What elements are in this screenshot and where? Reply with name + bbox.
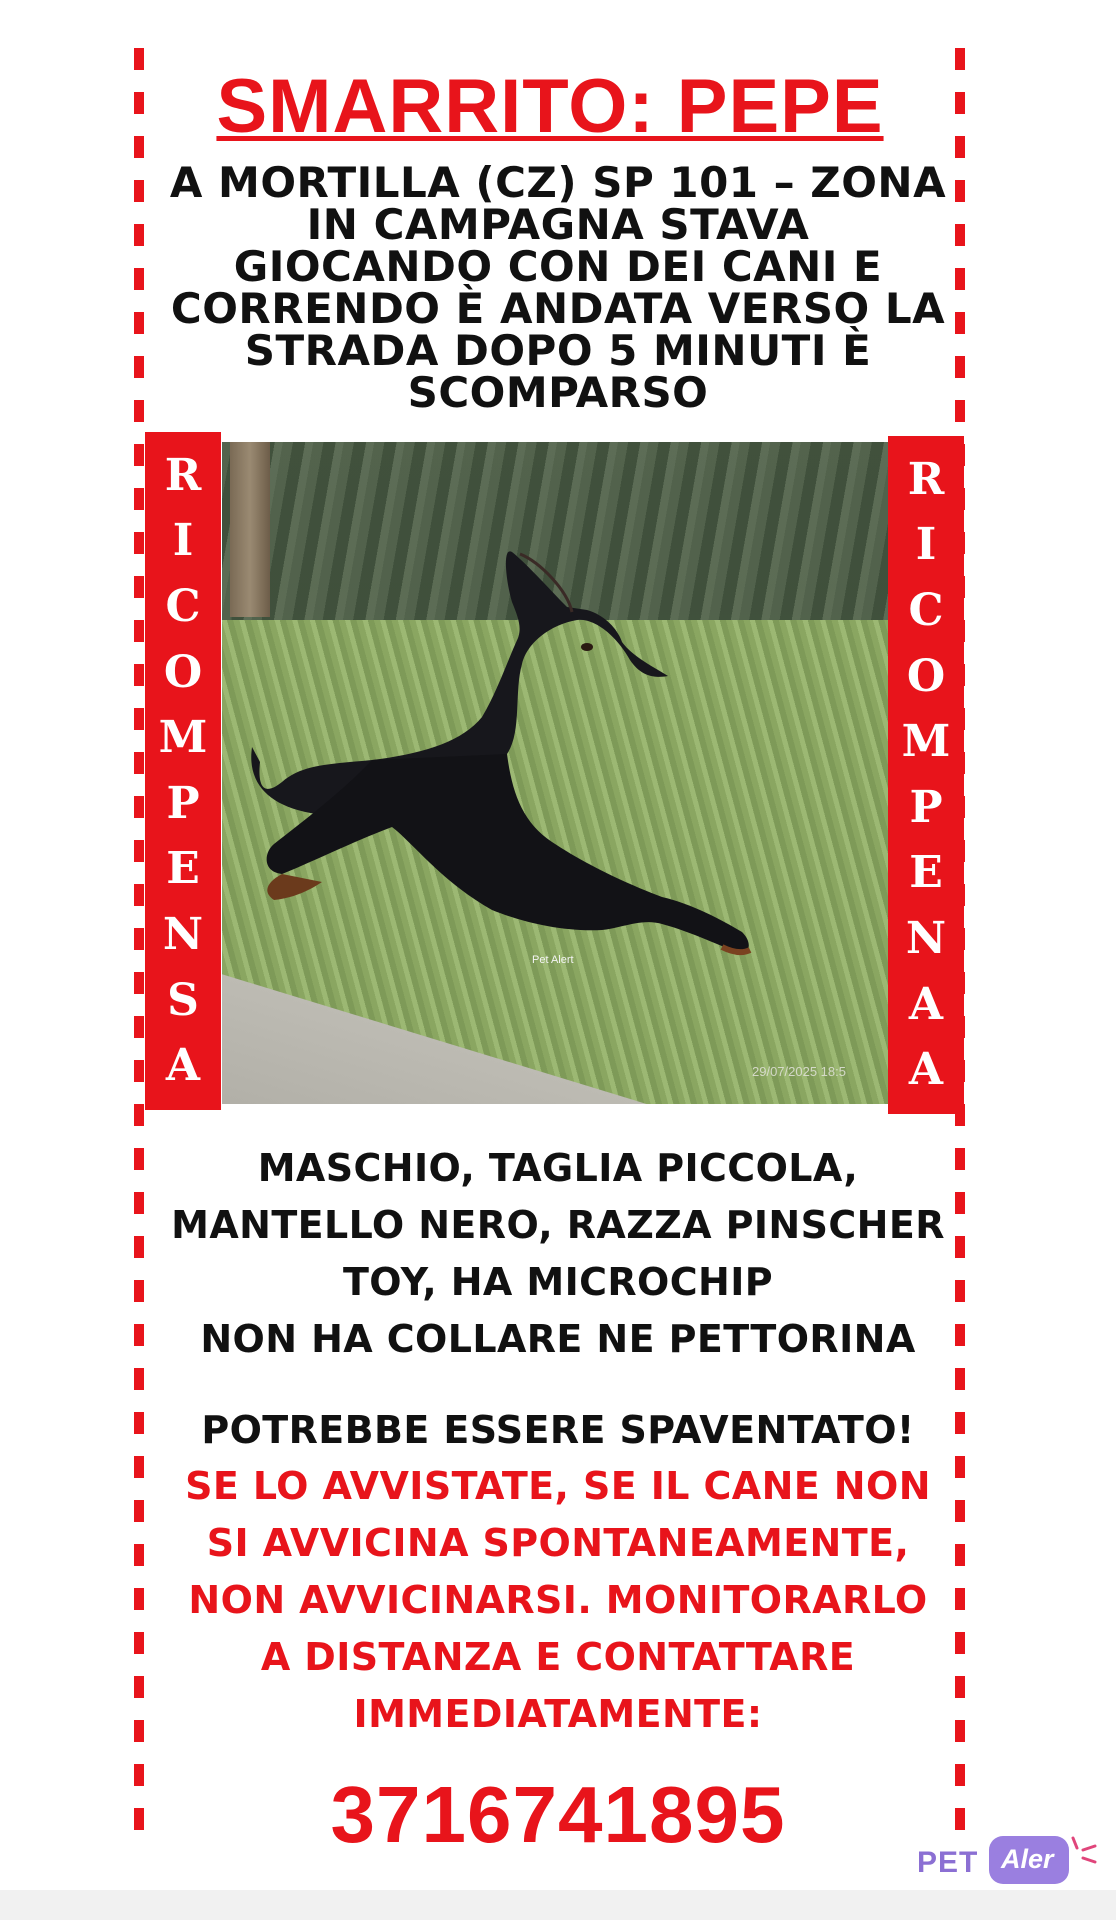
photo-timestamp: 29/07/2025 18:5 [752, 1064, 846, 1079]
description-line: MANTELLO NERO, RAZZA PINSCHER [171, 1203, 945, 1247]
reward-letter: C [165, 580, 201, 632]
reward-letter: M [901, 716, 951, 768]
reward-letter: S [167, 974, 199, 1026]
warning-line: SE LO AVVISTATE, SE IL CANE NON [185, 1464, 931, 1508]
location-line: GIOCANDO CON DEI CANI E [233, 242, 883, 291]
logo-word-pet: PET [917, 1846, 979, 1879]
location-line: CORRENDO È ANDATA VERSO LA [170, 284, 946, 333]
reward-letter: A [908, 1044, 944, 1096]
warning-text [150, 1458, 966, 1743]
location-line: STRADA DOPO 5 MINUTI È [244, 326, 872, 375]
reward-letter: R [164, 449, 202, 501]
photo-watermark: Pet Alert [532, 954, 574, 966]
reward-letter: M [158, 712, 208, 764]
reward-letter: R [907, 453, 945, 505]
warning-line: IMMEDIATAMENTE: [353, 1692, 763, 1736]
reward-letter: C [908, 584, 944, 636]
warning-line: SI AVVICINA SPONTANEAMENTE, [206, 1521, 910, 1565]
description-line: MASCHIO, TAGLIA PICCOLA, [257, 1146, 859, 1190]
reward-letter: N [905, 913, 947, 964]
warning-line: A DISTANZA E CONTATTARE [260, 1635, 856, 1679]
reward-letter: O [906, 650, 946, 702]
description-line: TOY, HA MICROCHIP [342, 1260, 774, 1304]
reward-letter: N [162, 909, 204, 960]
dog-silhouette [222, 442, 888, 1104]
reward-banner-right [888, 436, 964, 1114]
dog-description [150, 1140, 966, 1368]
warning-line: NON AVVICINARSI. MONITORARLO [188, 1578, 928, 1622]
reward-banner-left [145, 432, 221, 1110]
location-line: A MORTILLA (CZ) SP 101 – ZONA [169, 158, 947, 207]
warning-heading: POTREBBE ESSERE SPAVENTATO! [201, 1408, 915, 1452]
reward-letter: I [915, 519, 937, 571]
flyer-title: SMARRITO: PEPE [216, 64, 884, 149]
bottom-strip [0, 1890, 1116, 1920]
location-line: IN CAMPAGNA STAVA [306, 200, 810, 249]
reward-letter: P [909, 781, 943, 833]
logo-word-alert: Aler [1001, 1844, 1054, 1874]
reward-letter: A [165, 1040, 201, 1092]
left-dashed-border [134, 48, 144, 1838]
reward-letter: P [166, 777, 200, 829]
description-line: NON HA COLLARE NE PETTORINA [200, 1317, 916, 1361]
contact-phone[interactable]: 3716741895 [330, 1770, 786, 1859]
reward-letter: O [163, 646, 203, 698]
reward-letter: E [909, 847, 943, 899]
reward-letter: A [908, 978, 944, 1030]
location-line: SCOMPARSO [407, 368, 709, 417]
location-text [150, 158, 966, 417]
pet-alert-logo [917, 1832, 1103, 1888]
reward-letter: E [166, 843, 200, 895]
reward-letter: I [172, 515, 194, 567]
dog-photo [222, 442, 888, 1104]
sparkle-lines-icon [1067, 1832, 1101, 1872]
